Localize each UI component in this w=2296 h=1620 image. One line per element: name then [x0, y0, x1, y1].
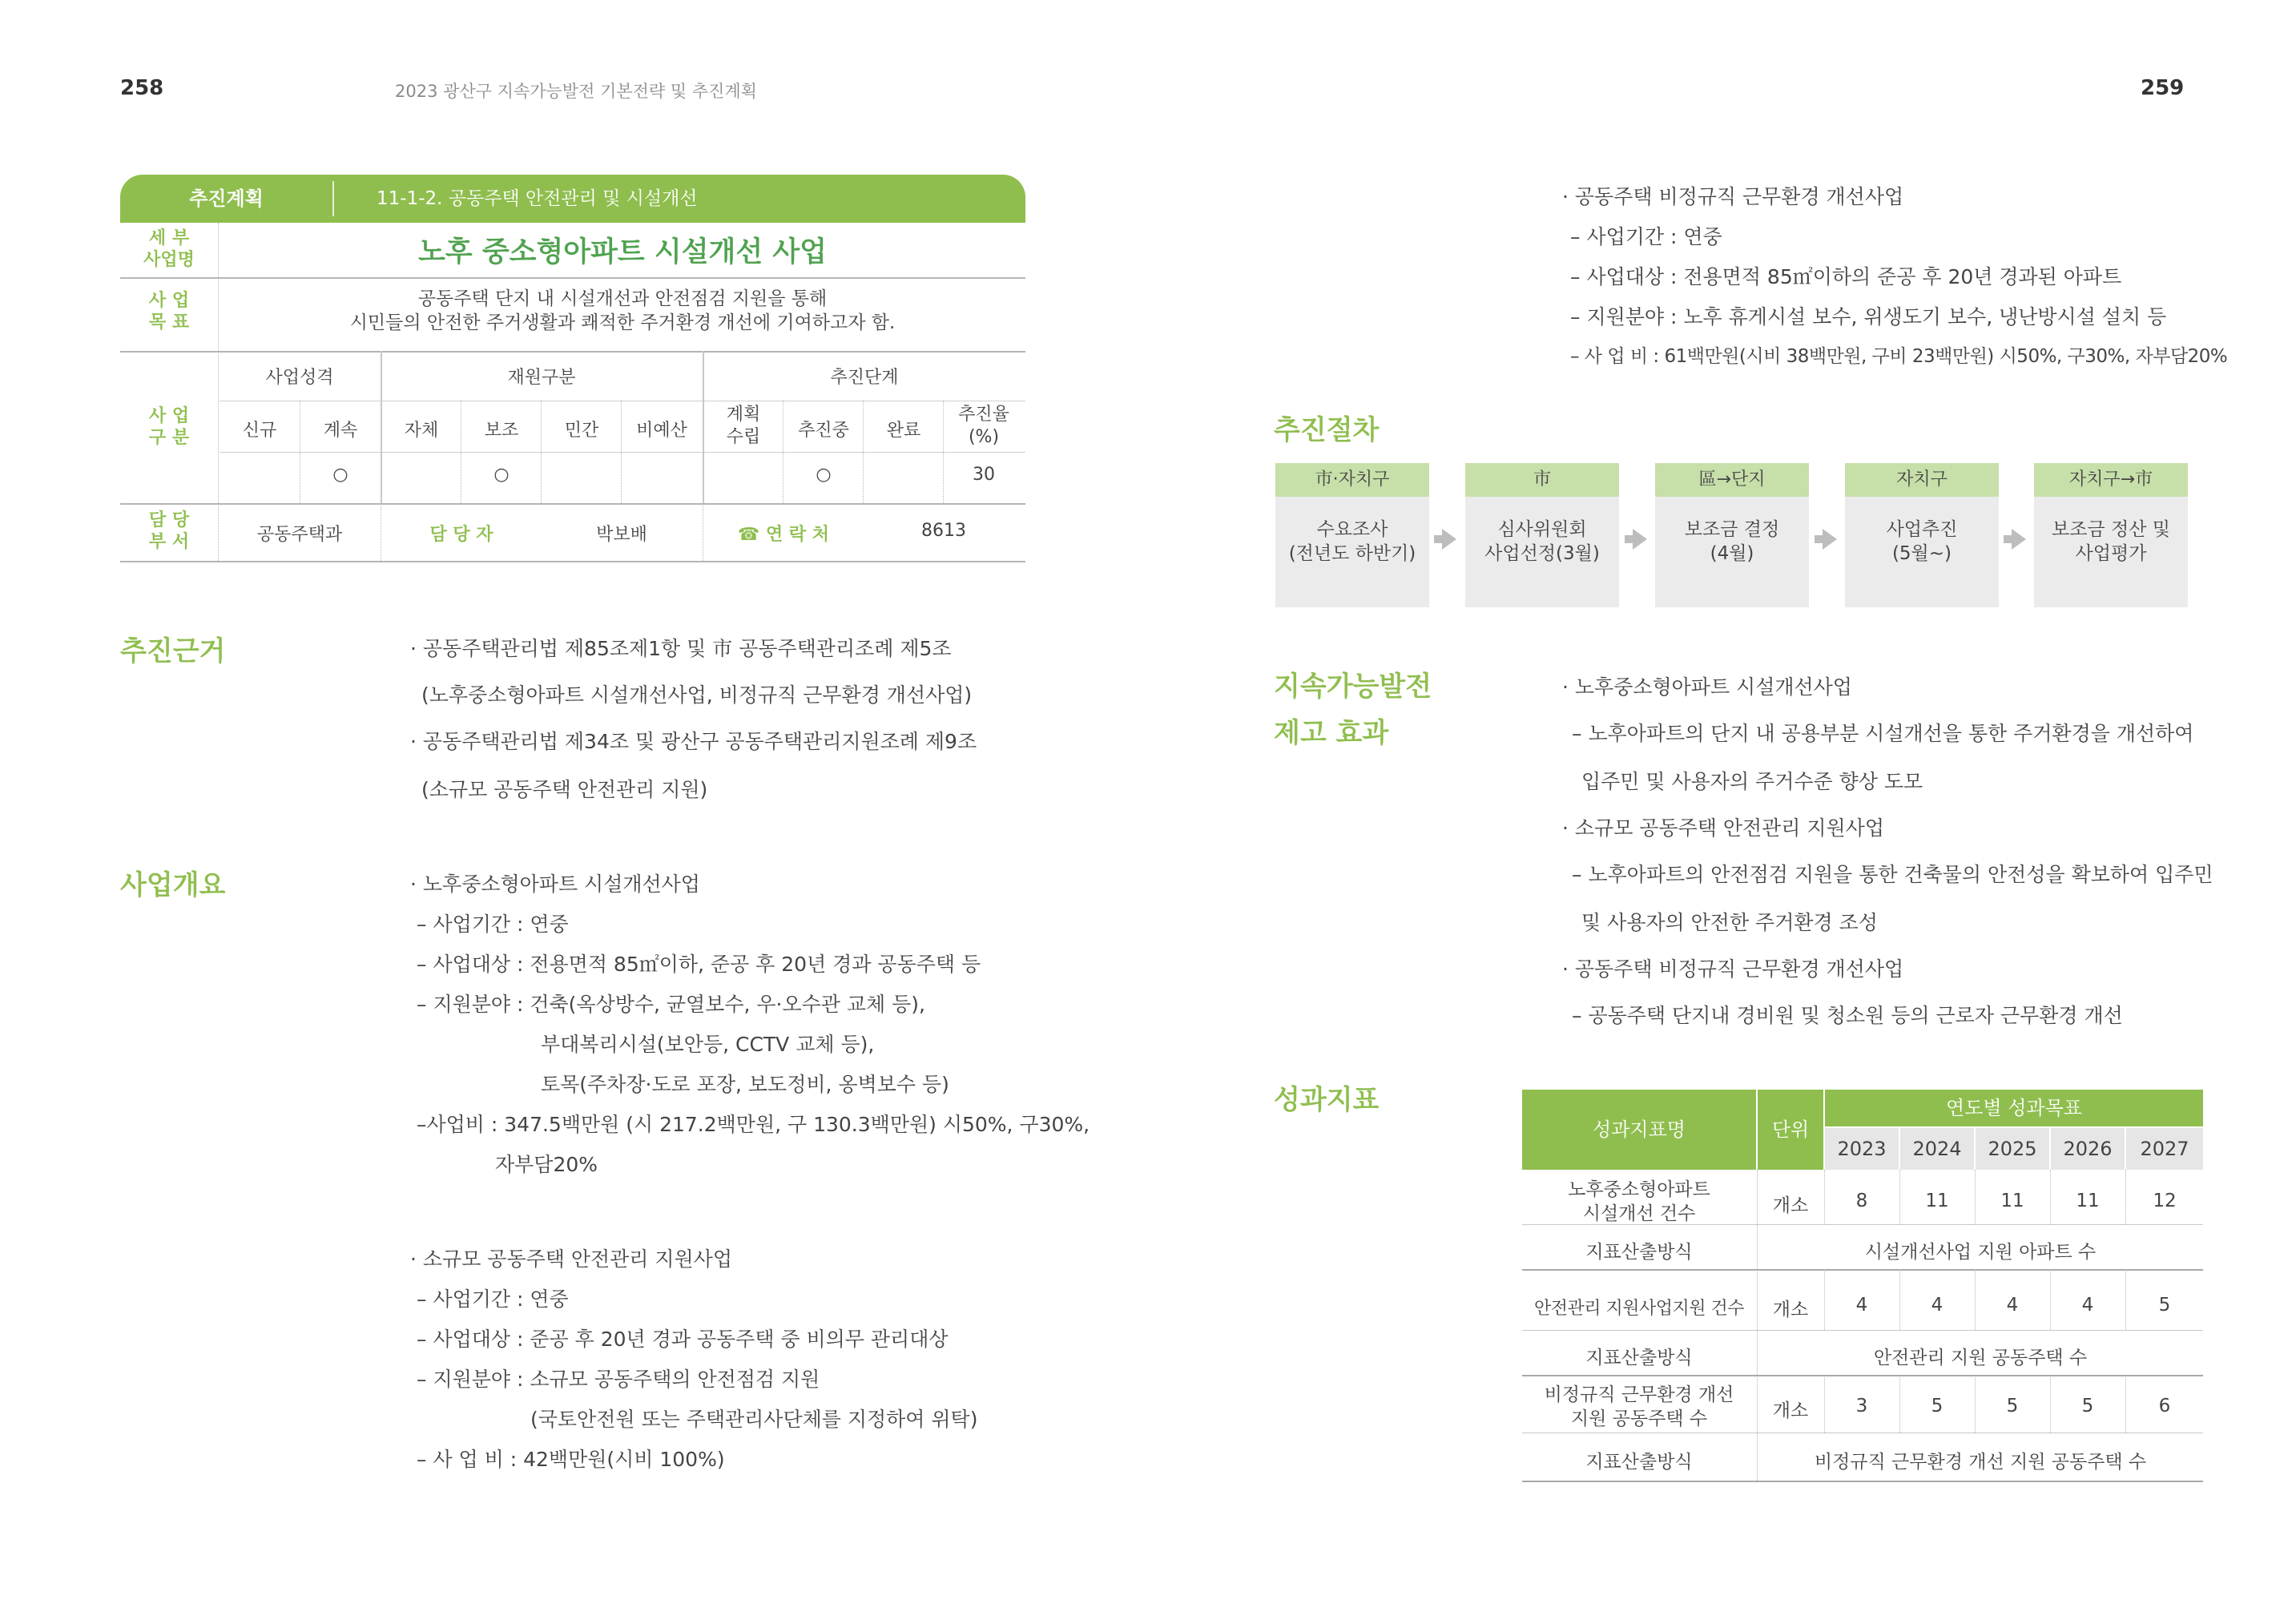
- effects-line: · 공동주택 비정규직 근무환경 개선사업: [1562, 957, 1904, 981]
- overview-line: 부대복리시설(보안등, CCTV 교체 등),: [541, 1033, 875, 1056]
- col-divider: [703, 401, 704, 503]
- kpi-col-divider: [2125, 1375, 2126, 1433]
- kpi-value: 5: [2158, 1295, 2171, 1316]
- overview-line: · 소규모 공동주택 안전관리 지원사업: [410, 1247, 732, 1271]
- col-subsidy: 보조: [484, 421, 519, 441]
- right-page-number: 259: [2141, 76, 2185, 100]
- col-own: 자체: [404, 421, 439, 441]
- col-divider: [541, 401, 542, 503]
- overview-heading: 사업개요: [120, 869, 226, 901]
- kpi-method-label: 지표산출방식: [1585, 1242, 1693, 1263]
- step-line2: (전년도 하반기): [1288, 543, 1416, 564]
- step-actor: 자치구: [1845, 463, 1999, 497]
- step-description: [1275, 518, 1429, 566]
- kpi-col-divider: [1975, 1269, 1976, 1330]
- effects-line: – 공동주택 단지내 경비원 및 청소원 등의 근로자 근무환경 개선: [1572, 1004, 2123, 1027]
- kpi-row-name-line1: 노후중소형아파트: [1568, 1179, 1710, 1200]
- group-divider: [703, 351, 704, 401]
- kpi-value: 4: [2081, 1295, 2094, 1316]
- overview-line: – 지원분야 : 소규모 공동주택의 안전점검 지원: [417, 1368, 820, 1391]
- dept-label-line1: 담 당: [148, 510, 190, 530]
- overview-line: 토목(주차장·도로 포장, 보도정비, 옹벽보수 등): [541, 1073, 949, 1096]
- right-top-line: – 사 업 비 : 61백만원(시비 38백만원, 구비 23백만원) 시50%, 구30%, 자부담20%: [1570, 346, 2228, 367]
- group-divider: [381, 351, 382, 401]
- step-line1: 사업추진: [1886, 519, 1958, 540]
- kpi-col-divider: [2125, 1170, 2126, 1224]
- overview-line: · 노후중소형아파트 시설개선사업: [410, 872, 700, 896]
- running-title: 2023 광산구 지속가능발전 기본전략 및 추진계획: [395, 82, 757, 101]
- contact-label: ☎ 연 락 처: [737, 525, 830, 545]
- effects-line: 및 사용자의 안전한 주거환경 조성: [1581, 911, 1878, 934]
- procedure-step: [1655, 463, 1809, 607]
- project-info-table: [120, 175, 1025, 562]
- group-funding-header: 재원구분: [507, 368, 576, 388]
- step-description: [1655, 518, 1809, 566]
- kpi-row-name: [1522, 1178, 1756, 1226]
- kpi-value: 3: [1855, 1396, 1868, 1416]
- kpi-col-divider: [2125, 1269, 2126, 1330]
- effects-heading: [1274, 663, 1432, 756]
- detail-label-line2: 사업명: [143, 250, 195, 270]
- step-line2: (5월~): [1891, 543, 1952, 564]
- kpi-col-divider: [1824, 1375, 1825, 1433]
- goal-text: [220, 287, 1025, 335]
- kpi-value: 5: [2006, 1396, 2019, 1416]
- dept-label: [120, 510, 218, 553]
- kpi-year: 2024: [1900, 1128, 1974, 1170]
- step-actor: 市·자치구: [1275, 463, 1429, 497]
- basis-line: · 공동주택관리법 제34조 및 광산구 공동주택관리지원조례 제9조: [410, 730, 977, 753]
- arrow-right-icon: [2012, 529, 2026, 550]
- kpi-year: 2027: [2126, 1128, 2203, 1170]
- kpi-value: 4: [2006, 1295, 2019, 1316]
- col-divider: [863, 401, 864, 503]
- step-actor: 자치구→市: [2034, 463, 2188, 497]
- kpi-value: 4: [1931, 1295, 1944, 1316]
- col-continue: 계속: [323, 421, 358, 441]
- col-rate-line2: (%): [968, 427, 1000, 447]
- kpi-col-divider: [1757, 1170, 1758, 1481]
- step-actor: 市: [1465, 463, 1619, 497]
- detail-project-name: 노후 중소형아파트 시설개선 사업: [418, 236, 827, 268]
- basis-heading: 추진근거: [120, 635, 226, 667]
- kpi-col-divider: [1824, 1269, 1825, 1330]
- table-bottom-border: [120, 561, 1025, 562]
- kpi-value: 6: [2158, 1396, 2171, 1416]
- contact-value: 8613: [921, 521, 966, 541]
- step-line1: 보조금 결정: [1684, 519, 1780, 540]
- basis-line: · 공동주택관리법 제85조제1항 및 市 공동주택관리조례 제5조: [410, 637, 952, 660]
- kpi-col-divider: [1899, 1375, 1900, 1433]
- kpi-col-divider: [1899, 1170, 1900, 1224]
- arrow-right-icon: [1633, 529, 1647, 550]
- kpi-col-target: 연도별 성과목표: [1825, 1090, 2203, 1126]
- subheader-divider: [220, 452, 1025, 453]
- category-label-line2: 구 분: [148, 428, 190, 448]
- procedure-step: [1465, 463, 1619, 607]
- kpi-col-divider: [2050, 1269, 2051, 1330]
- plan-value: 11-1-2. 공동주택 안전관리 및 시설개선: [377, 188, 698, 209]
- kpi-row-divider: [1522, 1269, 2203, 1271]
- overview-line: 자부담20%: [495, 1153, 598, 1176]
- arrow-right-icon: [1442, 529, 1456, 550]
- step-line2: 사업선정(3월): [1484, 543, 1600, 564]
- procedure-step: [2034, 463, 2188, 607]
- goal-line-2: 시민들의 안전한 주거생활과 쾌적한 주거환경 개선에 기여하고자 함.: [349, 312, 896, 333]
- kpi-col-divider: [2050, 1375, 2051, 1433]
- kpi-table: [1522, 1090, 2203, 1490]
- header-divider: [332, 181, 334, 216]
- kpi-row-divider: [1522, 1224, 2203, 1225]
- kpi-year: 2025: [1976, 1128, 2049, 1170]
- kpi-row-name: 안전관리 지원사업지원 건수: [1533, 1299, 1744, 1319]
- kpi-row-name-line2: 지원 공동주택 수: [1570, 1408, 1708, 1429]
- kpi-method: 시설개선사업 지원 아파트 수: [1864, 1242, 2097, 1263]
- group-stage-header: 추진단계: [830, 368, 899, 388]
- kpi-method-label: 지표산출방식: [1585, 1348, 1693, 1368]
- mark-progress: ○: [816, 465, 832, 485]
- left-page-number: 258: [120, 76, 164, 100]
- col-plan: [703, 404, 783, 449]
- right-top-line: – 사업대상 : 전용면적 85㎡이하의 준공 후 20년 경과된 아파트: [1570, 265, 2122, 288]
- kpi-col-divider: [1975, 1170, 1976, 1224]
- step-line2: (4월): [1710, 543, 1754, 564]
- col-complete: 완료: [886, 421, 921, 441]
- kpi-heading: 성과지표: [1274, 1084, 1380, 1116]
- goal-label: [120, 290, 218, 333]
- manager-label: 담 당 자: [429, 525, 493, 545]
- effects-line: – 노후아파트의 안전점검 지원을 통한 건축물의 안전성을 확보하여 입주민: [1572, 863, 2213, 886]
- effects-line: · 노후중소형아파트 시설개선사업: [1562, 675, 1852, 699]
- dept-value: 공동주택과: [256, 525, 343, 545]
- category-label-line1: 사 업: [148, 406, 190, 426]
- col-plan-line2: 수립: [726, 427, 761, 447]
- col-divider: [621, 401, 622, 503]
- overview-line: (국토안전원 또는 주택관리사단체를 지정하여 위탁): [530, 1408, 978, 1431]
- col-private: 민간: [564, 421, 599, 441]
- col-progress: 추진중: [798, 421, 849, 441]
- mark-subsidy: ○: [493, 465, 510, 485]
- plan-header-bar: [120, 175, 1025, 223]
- kpi-row-name-line1: 비정규직 근무환경 개선: [1544, 1384, 1734, 1405]
- kpi-value: 4: [1855, 1295, 1868, 1316]
- basis-line: (소규모 공동주택 안전관리 지원): [421, 778, 708, 801]
- step-line1: 수요조사: [1316, 519, 1388, 540]
- kpi-year: 2023: [1825, 1128, 1899, 1170]
- overview-line: – 사업기간 : 연중: [417, 913, 569, 936]
- step-actor: 區→단지: [1655, 463, 1809, 497]
- category-label: [120, 405, 218, 449]
- kpi-row-divider: [1522, 1330, 2203, 1331]
- goal-label-line2: 목 표: [148, 312, 190, 332]
- goal-line-1: 공동주택 단지 내 시설개선과 안전점검 지원을 통해: [417, 288, 828, 309]
- kpi-row-unit: 개소: [1772, 1300, 1809, 1320]
- effects-line: · 소규모 공동주택 안전관리 지원사업: [1562, 816, 1884, 840]
- procedure-step: [1275, 463, 1429, 607]
- label-column-divider: [218, 223, 219, 562]
- kpi-col-divider: [1824, 1170, 1825, 1224]
- row-divider: [120, 503, 1025, 505]
- col-new: 신규: [242, 421, 277, 441]
- effects-line: – 노후아파트의 단지 내 공용부분 시설개선을 통한 주거환경을 개선하여: [1572, 722, 2194, 745]
- kpi-table-bottom: [1522, 1481, 2203, 1482]
- step-description: [2034, 518, 2188, 566]
- overview-line: –사업비 : 347.5백만원 (시 217.2백만원, 구 130.3백만원) 시50%, 구30%,: [417, 1113, 1090, 1136]
- kpi-value: 11: [2000, 1191, 2024, 1211]
- effects-heading-line1: 지속가능발전: [1274, 671, 1432, 703]
- kpi-method: 비정규직 근무환경 개선 지원 공동주택 수: [1814, 1452, 2147, 1473]
- row-divider: [120, 351, 1025, 353]
- rate-value: 30: [973, 465, 995, 485]
- kpi-row-unit: 개소: [1772, 1400, 1809, 1421]
- right-top-line: · 공동주택 비정규직 근무환경 개선사업: [1562, 185, 1904, 208]
- col-divider: [381, 401, 382, 503]
- row-divider: [120, 277, 1025, 279]
- overview-line: – 지원분야 : 건축(옥상방수, 균열보수, 우·오수관 교체 등),: [417, 993, 925, 1016]
- col-nonbudget: 비예산: [636, 421, 687, 441]
- right-top-line: – 사업기간 : 연중: [1570, 225, 1722, 248]
- kpi-value: 8: [1855, 1191, 1868, 1211]
- step-line2: 사업평가: [2075, 543, 2147, 564]
- kpi-col-divider: [1899, 1269, 1900, 1330]
- step-line1: 보조금 정산 및: [2052, 519, 2170, 540]
- dept-label-line2: 부 서: [148, 532, 190, 552]
- step-line1: 심사위원회: [1497, 519, 1587, 540]
- kpi-method: 안전관리 지원 공동주택 수: [1873, 1348, 2088, 1368]
- arrow-right-icon: [1823, 529, 1837, 550]
- detail-label: [120, 228, 218, 271]
- basis-line: (노후중소형아파트 시설개선사업, 비정규직 근무환경 개선사업): [421, 683, 973, 707]
- kpi-row-name: [1522, 1383, 1756, 1431]
- kpi-value: 11: [1925, 1191, 1949, 1211]
- kpi-col-divider: [1975, 1375, 1976, 1433]
- kpi-col-name: 성과지표명: [1522, 1090, 1756, 1170]
- kpi-method-label: 지표산출방식: [1585, 1452, 1693, 1473]
- col-rate: [944, 404, 1024, 449]
- kpi-row-unit: 개소: [1772, 1195, 1809, 1216]
- right-top-line: – 지원분야 : 노후 휴게시설 보수, 위생도기 보수, 냉난방시설 설치 등: [1570, 305, 2167, 328]
- kpi-col-divider: [2050, 1170, 2051, 1224]
- col-rate-line1: 추진율: [958, 405, 1009, 425]
- step-description: [1845, 518, 1999, 566]
- overview-line: – 사업기간 : 연중: [417, 1288, 569, 1311]
- overview-line: – 사업대상 : 준공 후 20년 경과 공동주택 중 비의무 관리대상: [417, 1328, 949, 1351]
- group-nature-header: 사업성격: [265, 368, 334, 388]
- col-divider: [943, 401, 944, 503]
- col-plan-line1: 계획: [726, 405, 761, 425]
- kpi-col-unit: 단위: [1758, 1090, 1823, 1170]
- overview-line: – 사 업 비 : 42백만원(시비 100%): [417, 1448, 725, 1471]
- effects-heading-line2: 제고 효과: [1274, 717, 1389, 749]
- plan-label: 추진계획: [189, 187, 264, 210]
- overview-line: – 사업대상 : 전용면적 85㎡이하, 준공 후 20년 경과 공동주택 등: [417, 953, 981, 976]
- step-description: [1465, 518, 1619, 566]
- kpi-value: 12: [2153, 1191, 2177, 1211]
- effects-line: 입주민 및 사용자의 주거수준 향상 도모: [1581, 770, 1923, 793]
- kpi-value: 5: [2081, 1396, 2094, 1416]
- kpi-value: 5: [1931, 1396, 1944, 1416]
- procedure-heading: 추진절차: [1274, 414, 1380, 446]
- manager-value: 박보배: [596, 525, 647, 545]
- mark-continue: ○: [332, 465, 348, 485]
- kpi-row-name-line2: 시설개선 건수: [1582, 1203, 1696, 1224]
- procedure-step: [1845, 463, 1999, 607]
- detail-label-line1: 세 부: [148, 228, 190, 248]
- kpi-row-divider: [1522, 1375, 2203, 1376]
- kpi-value: 11: [2076, 1191, 2100, 1211]
- kpi-year: 2026: [2051, 1128, 2125, 1170]
- goal-label-line1: 사 업: [148, 291, 190, 311]
